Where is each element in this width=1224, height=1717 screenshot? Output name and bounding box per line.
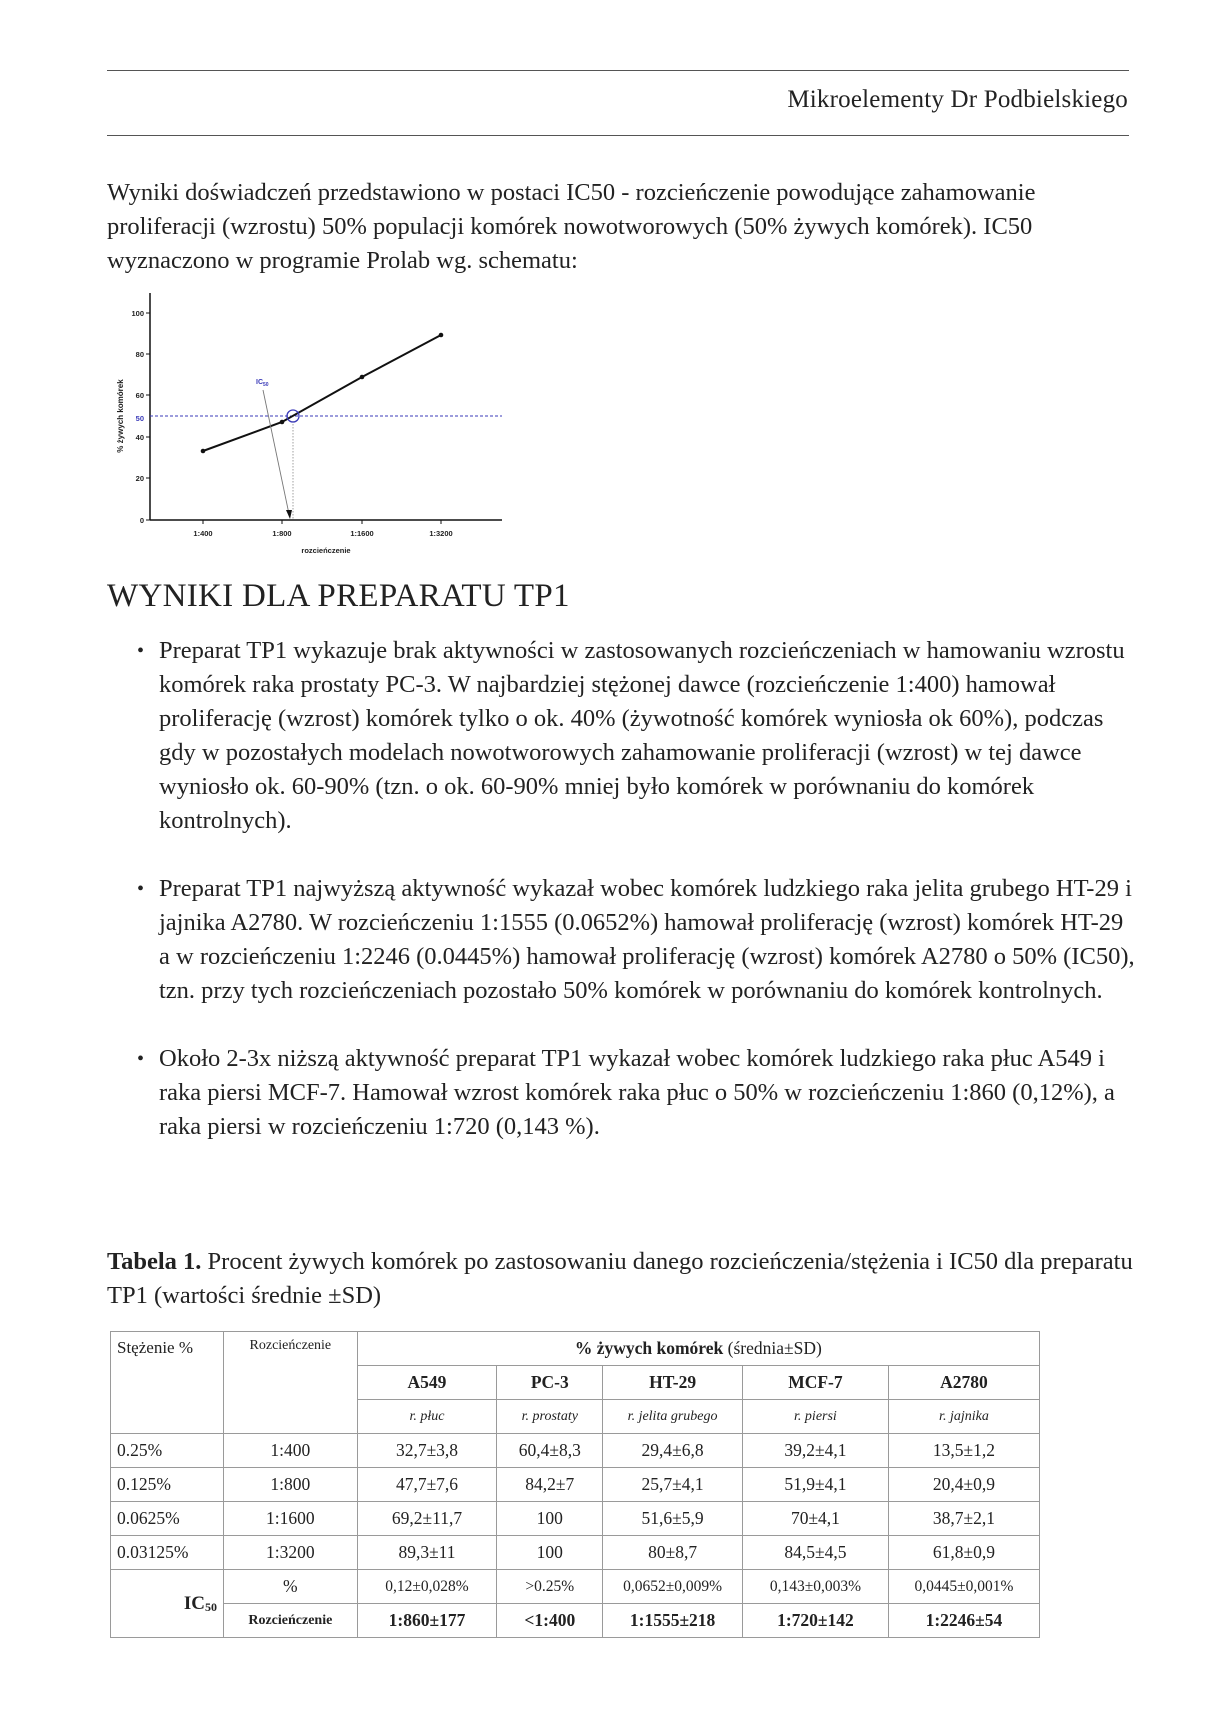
dilution-cell: 1:1600 — [224, 1502, 358, 1536]
table-row — [111, 1434, 1040, 1468]
dilution-cell: 1:400 — [224, 1434, 358, 1468]
dilution-cell: 1:3200 — [224, 1536, 358, 1570]
x-tick-3: 1:1600 — [350, 529, 374, 538]
ic50-dilution-cell: <1:400 — [497, 1604, 603, 1638]
table-row — [111, 1502, 1040, 1536]
header-rule-top — [107, 70, 1129, 71]
svg-text:0: 0 — [139, 516, 144, 525]
ic50-percent-cell: 0,0445±0,001% — [888, 1570, 1039, 1604]
cellline-header: MCF-7 — [742, 1366, 888, 1400]
y-axis-label: % żywych komórek — [116, 379, 125, 453]
value-cell: 38,7±2,1 — [888, 1502, 1039, 1536]
value-cell: 84,2±7 — [497, 1468, 603, 1502]
finding-item — [107, 872, 1137, 1008]
value-cell: 100 — [497, 1536, 603, 1570]
intro-paragraph: Wyniki doświadczeń przedstawiono w postaci IC50 - rozcieńczenie powodujące zahamowanie proliferacji (wzrostu) 50% populacji komórek nowotworowych (50% żywych komórek). IC50 wyznaczono w programie Prolab wg. schematu: — [107, 179, 1036, 274]
table-header-row — [111, 1332, 1040, 1366]
header-dilution: Rozcieńczenie — [224, 1332, 358, 1434]
table-row — [111, 1536, 1040, 1570]
table-caption-label: Tabela 1. — [107, 1248, 202, 1275]
finding-item: • Preparat TP1 wykazuje brak aktywności w zastosowanych rozcieńczeniach w hamowaniu wzrostu komórek raka prostaty PC-3. W najbardziej stężonej dawce (rozcieńczenie 1:400) hamował proliferację (wzrost) komórek tylko o ok. 40% (żywotność komórek wyniosła ok 60%), podczas gdy w pozostałych modelach nowotworowych zahamowanie proliferacji (wzrost) w tej dawce wyniosło ok. 60-90% (tzn. o ok. 60-90% mniej było komórek w porównaniu do komórek kontrolnych). — [107, 634, 1137, 838]
value-cell: 51,6±5,9 — [603, 1502, 743, 1536]
ic50-percent-cell: 0,143±0,003% — [742, 1570, 888, 1604]
ic50-percent-cell: >0.25% — [497, 1570, 603, 1604]
value-cell: 51,9±4,1 — [742, 1468, 888, 1502]
cancer-type: r. jelita grubego — [603, 1400, 743, 1434]
value-cell: 61,8±0,9 — [888, 1536, 1039, 1570]
value-cell: 89,3±11 — [357, 1536, 497, 1570]
table-caption — [107, 1245, 1137, 1313]
ic50-annotation-label: $IC_{50}$ — [256, 379, 269, 388]
value-cell: 70±4,1 — [742, 1502, 888, 1536]
value-cell: 100 — [497, 1502, 603, 1536]
finding-item: • Około 2-3x niższą aktywność preparat TP1 wykazał wobec komórek ludzkiego raka płuc A549 i raka piersi MCF-7. Hamował wzrost komórek raka płuc o 50% w rozcieńczeniu 1:860 (0,12%), a raka piersi w rozcieńczeniu 1:720 (0,143 %). — [107, 1042, 1137, 1144]
ic50-percent-row — [111, 1570, 1040, 1604]
value-cell: 29,4±6,8 — [603, 1434, 743, 1468]
ic50-dilution-label: Rozcieńczenie — [224, 1604, 358, 1638]
results-table — [110, 1331, 1040, 1638]
cancer-type: r. płuc — [357, 1400, 497, 1434]
cellline-header: PC-3 — [497, 1366, 603, 1400]
cancer-type: r. prostaty — [497, 1400, 603, 1434]
ic50-row-label: $IC_{50}$ — [111, 1570, 224, 1638]
concentration-cell: 0.0625% — [111, 1502, 224, 1536]
header-concentration: Stężenie % — [111, 1332, 224, 1434]
concentration-cell: 0.03125% — [111, 1536, 224, 1570]
table-row — [111, 1468, 1040, 1502]
findings-list — [107, 634, 1137, 1178]
svg-text:80: 80 — [135, 350, 144, 359]
ic50-percent-label: % — [224, 1570, 358, 1604]
ic50-dilution-row — [111, 1604, 1040, 1638]
section-title: WYNIKI DLA PREPARATU TP1 — [107, 578, 570, 614]
value-cell: 39,2±4,1 — [742, 1434, 888, 1468]
finding-text: Preparat TP1 najwyższą aktywność wykazał wobec komórek ludzkiego raka jelita grubego HT-29 i jajnika A2780. W rozcieńczeniu 1:1555 (0.0652%) hamował proliferację (wzrost) komórek HT-29 — [159, 875, 1132, 936]
x-tick-2: 1:800 — [272, 529, 292, 538]
ic50-schematic-chart — [110, 288, 510, 568]
y50-label: 50 — [135, 414, 144, 423]
concentration-cell: 0.25% — [111, 1434, 224, 1468]
ic50-dilution-cell: 1:720±142 — [742, 1604, 888, 1638]
cellline-header: A549 — [357, 1366, 497, 1400]
svg-text:60: 60 — [135, 391, 144, 400]
ic50-dilution-cell: 1:860±177 — [357, 1604, 497, 1638]
ic50-dilution-cell: 1:1555±218 — [603, 1604, 743, 1638]
value-cell: 13,5±1,2 — [888, 1434, 1039, 1468]
value-cell: 84,5±4,5 — [742, 1536, 888, 1570]
value-cell: 25,7±4,1 — [603, 1468, 743, 1502]
value-cell: 32,7±3,8 — [357, 1434, 497, 1468]
table-caption-text: Procent żywych komórek po zastosowaniu danego rozcieńczenia/stężenia i IC50 dla preparatu TP1 (wartości średnie ±SD) — [107, 1248, 1133, 1309]
cancer-type: r. jajnika — [888, 1400, 1039, 1434]
header-viable-cells: % żywych komórek (średnia±SD) — [357, 1332, 1039, 1366]
ic50-percent-cell: 0,12±0,028% — [357, 1570, 497, 1604]
running-header: Mikroelementy Dr Podbielskiego — [787, 86, 1128, 113]
value-cell: 69,2±11,7 — [357, 1502, 497, 1536]
cancer-type: r. piersi — [742, 1400, 888, 1434]
x-axis-label: rozcieńczenie — [301, 546, 351, 555]
concentration-cell: 0.125% — [111, 1468, 224, 1502]
svg-text:40: 40 — [135, 433, 144, 442]
ic50-percent-cell: 0,0652±0,009% — [603, 1570, 743, 1604]
svg-text:100: 100 — [131, 309, 144, 318]
value-cell: 60,4±8,3 — [497, 1434, 603, 1468]
x-tick-4: 1:3200 — [429, 529, 453, 538]
dilution-cell: 1:800 — [224, 1468, 358, 1502]
value-cell: 80±8,7 — [603, 1536, 743, 1570]
cellline-header: A2780 — [888, 1366, 1039, 1400]
value-cell: 20,4±0,9 — [888, 1468, 1039, 1502]
svg-text:20: 20 — [135, 474, 144, 483]
ic50-dilution-cell: 1:2246±54 — [888, 1604, 1039, 1638]
value-cell: 47,7±7,6 — [357, 1468, 497, 1502]
finding-text-continued: a w rozcieńczeniu 1:2246 (0.0445%) hamował proliferację (wzrost) komórek A2780 o 50% (IC50), tzn. przy tych rozcieńczeniach pozostało 50% komórek w porównaniu do komórek kontrolnych. — [159, 943, 1135, 1004]
header-rule-bottom — [107, 135, 1129, 136]
cellline-header: HT-29 — [603, 1366, 743, 1400]
x-tick-1: 1:400 — [193, 529, 213, 538]
